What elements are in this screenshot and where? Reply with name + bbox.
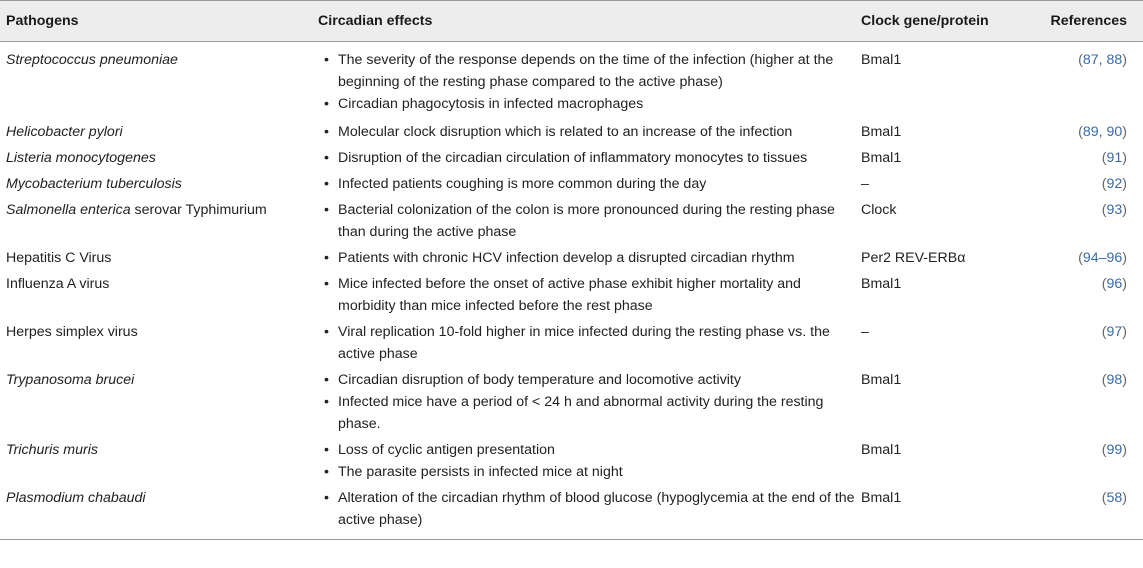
clock-gene-cell: Bmal1 [855, 484, 1020, 540]
table-row [0, 170, 1143, 196]
effect-item: • Viral replication 10-fold higher in mice infected during the resting phase vs. the active phase [318, 321, 855, 365]
reference-link[interactable]: 87, 88 [1082, 52, 1123, 68]
pathogen-cell [0, 244, 312, 270]
table-row [0, 318, 1143, 366]
references-cell [1020, 484, 1143, 540]
clock-gene-cell: Bmal1 [861, 276, 902, 292]
effect-item: • Patients with chronic HCV infection develop a disrupted circadian rhythm [318, 247, 855, 269]
pathogen-name-italic: Helicobacter pylori [6, 124, 123, 140]
ref-close-paren: ) [1122, 442, 1127, 458]
clock-gene-cell: Per2 REV-ERBα [861, 250, 966, 266]
circadian-effects-cell [312, 244, 855, 270]
pathogen-cell [0, 436, 312, 484]
clock-gene-cell: – [861, 176, 869, 192]
ref-open-paren: ( [1078, 52, 1083, 68]
reference-link[interactable]: 97 [1106, 324, 1123, 340]
clock-gene-cell: Bmal1 [861, 124, 902, 140]
table-row [0, 144, 1143, 170]
effect-item: • Circadian disruption of body temperature and locomotive activity [318, 369, 855, 391]
pathogen-name-italic: Trypanosoma brucei [6, 372, 135, 388]
pathogen-cell [0, 484, 312, 540]
reference-link[interactable]: 94–96 [1082, 250, 1123, 266]
references-cell [1020, 244, 1143, 270]
circadian-effects-cell [312, 270, 855, 318]
pathogen-cell [0, 144, 312, 170]
ref-open-paren: ( [1101, 442, 1107, 458]
effect-item: • Loss of cyclic antigen presentation [318, 439, 855, 461]
table-header [0, 1, 1143, 42]
effects-list [318, 199, 855, 243]
effects-list [318, 49, 855, 115]
effect-item: • Mice infected before the onset of active phase exhibit higher mortality and morbidity than mice infected before the rest phase [318, 273, 855, 317]
table-row [0, 196, 1143, 244]
circadian-effects-cell [312, 118, 855, 144]
header-row [0, 1, 1143, 42]
pathogen-name-italic: Streptococcus pneumoniae [6, 52, 178, 68]
ref-open-paren: ( [1078, 250, 1083, 266]
ref-close-paren: ) [1122, 124, 1127, 140]
ref-close-paren: ) [1122, 250, 1127, 266]
clock-gene-cell: Bmal1 [861, 372, 902, 388]
header-pathogens: Pathogens [0, 1, 312, 42]
pathogen-name-italic: Salmonella enterica [6, 202, 131, 218]
effect-item: • Infected mice have a period of < 24 h and abnormal activity during the resting phase. [318, 391, 855, 435]
ref-close-paren: ) [1122, 490, 1127, 506]
references-cell [1020, 436, 1143, 484]
ref-open-paren: ( [1101, 372, 1107, 388]
effect-item: • The parasite persists in infected mice at night [318, 461, 855, 483]
pathogen-cell [0, 270, 312, 318]
table-row [0, 42, 1143, 119]
effects-list [318, 273, 855, 317]
pathogen-name-plain: Hepatitis C Virus [6, 250, 112, 266]
header-references: References [1020, 1, 1143, 42]
effect-item: • Infected patients coughing is more common during the day [318, 173, 855, 195]
circadian-effects-cell [312, 436, 855, 484]
references-cell [1020, 170, 1143, 196]
ref-close-paren: ) [1122, 176, 1127, 192]
pathogen-name-italic: Plasmodium chabaudi [6, 490, 146, 506]
effects-list [318, 247, 855, 269]
clock-gene-cell: Bmal1 [861, 52, 902, 68]
clock-gene-cell: Clock [861, 202, 897, 218]
ref-open-paren: ( [1101, 150, 1107, 166]
pathogen-cell [0, 196, 312, 244]
effects-list [318, 369, 855, 435]
pathogen-cell [0, 366, 312, 436]
circadian-effects-cell [312, 366, 855, 436]
effect-item: • Bacterial colonization of the colon is more pronounced during the resting phase than during the active phase [318, 199, 855, 243]
reference-link[interactable]: 98 [1106, 372, 1123, 388]
effects-list [318, 173, 855, 195]
effects-list [318, 321, 855, 365]
effects-list [318, 147, 855, 169]
table-row [0, 118, 1143, 144]
references-cell [1020, 270, 1143, 318]
reference-link[interactable]: 93 [1106, 202, 1123, 218]
clock-gene-cell: – [861, 324, 869, 340]
circadian-effects-cell [312, 484, 855, 540]
pathogen-name-plain: Herpes simplex virus [6, 324, 138, 340]
circadian-effects-cell [312, 318, 855, 366]
table-row [0, 244, 1143, 270]
table-row [0, 270, 1143, 318]
reference-link[interactable]: 96 [1106, 276, 1123, 292]
references-cell [1020, 318, 1143, 366]
table-row [0, 436, 1143, 484]
header-circadian-effects: Circadian effects [312, 1, 855, 42]
circadian-effects-cell [312, 42, 855, 119]
reference-link[interactable]: 99 [1106, 442, 1123, 458]
effect-item: • Disruption of the circadian circulation of inflammatory monocytes to tissues [318, 147, 855, 169]
effects-list [318, 121, 855, 143]
table-row [0, 366, 1143, 436]
ref-open-paren: ( [1101, 176, 1107, 192]
circadian-effects-cell [312, 144, 855, 170]
effect-item: • Molecular clock disruption which is related to an increase of the infection [318, 121, 855, 143]
ref-open-paren: ( [1078, 124, 1083, 140]
reference-link[interactable]: 91 [1106, 150, 1123, 166]
ref-close-paren: ) [1122, 372, 1127, 388]
ref-open-paren: ( [1101, 324, 1107, 340]
clock-gene-cell: Bmal1 [861, 442, 902, 458]
pathogen-cell [0, 42, 312, 119]
reference-link[interactable]: 92 [1106, 176, 1123, 192]
pathogen-name-italic: Listeria monocytogenes [6, 150, 156, 166]
pathogen-name-italic: Mycobacterium tuberculosis [6, 176, 182, 192]
circadian-effects-cell [312, 196, 855, 244]
ref-close-paren: ) [1122, 52, 1127, 68]
ref-open-paren: ( [1101, 490, 1107, 506]
ref-close-paren: ) [1122, 276, 1127, 292]
pathogen-cell [0, 118, 312, 144]
effect-item: • Circadian phagocytosis in infected macrophages [318, 93, 855, 115]
reference-link[interactable]: 89, 90 [1082, 124, 1123, 140]
pathogen-name-plain: Influenza A virus [6, 276, 110, 292]
references-cell [1020, 118, 1143, 144]
circadian-effects-cell [312, 170, 855, 196]
references-cell [1020, 196, 1143, 244]
effects-list [318, 487, 855, 531]
pathogen-name-plain: serovar Typhimurium [130, 202, 267, 218]
table-body [0, 42, 1143, 540]
references-cell [1020, 366, 1143, 436]
effects-list [318, 439, 855, 483]
effect-item: • The severity of the response depends on the time of the infection (higher at the beginning of the resting phase compared to the active phase) [318, 49, 855, 93]
pathogen-cell [0, 170, 312, 196]
ref-close-paren: ) [1122, 150, 1127, 166]
header-clock-gene: Clock gene/protein [855, 1, 1020, 42]
reference-link[interactable]: 58 [1106, 490, 1123, 506]
ref-close-paren: ) [1122, 324, 1127, 340]
clock-gene-cell: Bmal1 [861, 150, 902, 166]
references-cell [1020, 42, 1143, 119]
table-row [0, 484, 1143, 540]
ref-close-paren: ) [1122, 202, 1127, 218]
ref-open-paren: ( [1101, 202, 1107, 218]
effect-item: • Alteration of the circadian rhythm of blood glucose (hypoglycemia at the end of the active phase) [318, 487, 855, 531]
pathogen-cell [0, 318, 312, 366]
pathogen-name-italic: Trichuris muris [6, 442, 98, 458]
ref-open-paren: ( [1101, 276, 1107, 292]
references-cell [1020, 144, 1143, 170]
